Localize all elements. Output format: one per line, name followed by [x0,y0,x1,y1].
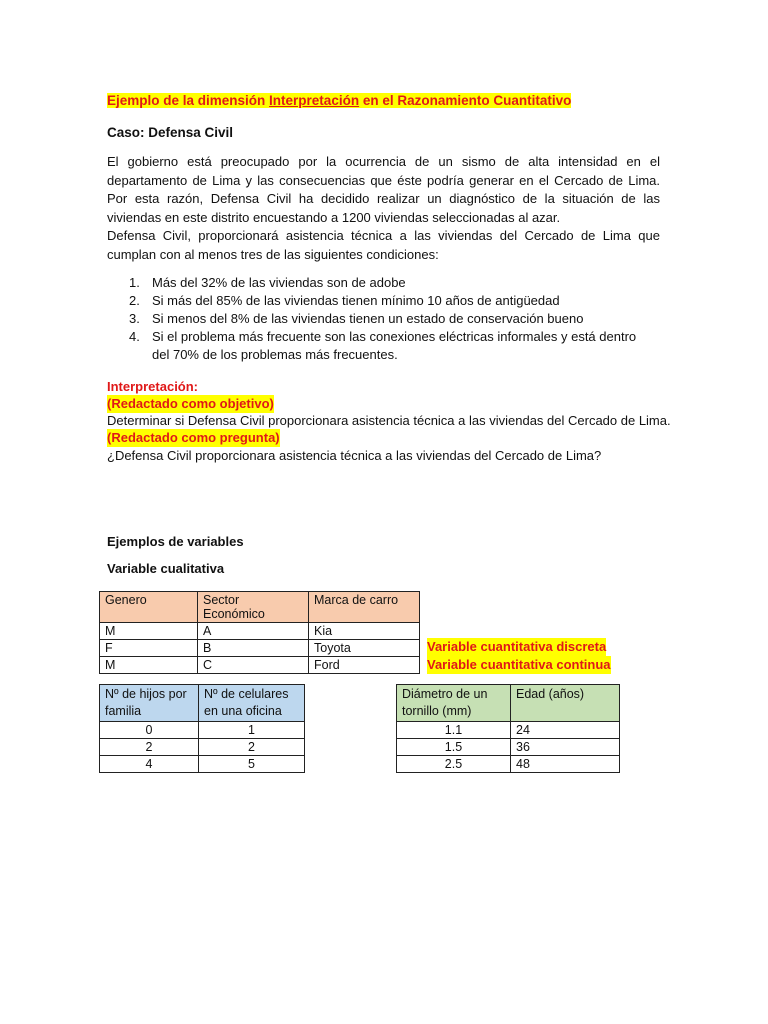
table-cell: Ford [309,657,420,674]
continuous-label: Variable cuantitativa continua [427,657,611,672]
table-row [100,623,420,640]
case-heading: Caso: Defensa Civil [107,125,234,140]
objective-text: Determinar si Defensa Civil proporcionara asistencia técnica a las viviendas del Cercado de Lima. [107,413,671,428]
continuous-table [396,684,620,773]
question-label: (Redactado como pregunta) [107,430,280,445]
list-text: Si el problema más frecuente son las conexiones eléctricas informales y está dentro del 70% de los problemas más frecuentes. [152,329,637,362]
conditions-list [107,274,667,364]
table-cell: 1 [199,722,305,739]
list-number: 1. [129,275,140,290]
list-number: 2. [129,293,140,308]
table-cell: 2 [199,739,305,756]
table-header: Nº de hijos por familia [100,685,199,722]
list-item [107,274,667,292]
list-item [107,292,667,310]
discrete-table [99,684,305,773]
paragraph-context: El gobierno está preocupado por la ocurrencia de un sismo de alta intensidad en el departamento de Lima y las consecuencias que éste podría generar en el Cercado de Lima. Por esta razón, Defensa Civil ha decidido realizar un diagnóstico de la situación de las viviendas en este distrito encuestando a 1200 viviendas seleccionadas al azar. [107,154,660,225]
document-title [107,93,571,108]
variables-heading: Ejemplos de variables [107,534,244,549]
question-text: ¿Defensa Civil proporcionara asistencia técnica a las viviendas del Cercado de Lima? [107,448,602,463]
table-header: Genero [100,592,198,623]
table-cell: M [100,657,198,674]
list-text: Si más del 85% de las viviendas tienen mínimo 10 años de antigüedad [152,293,560,308]
qualitative-table [99,591,420,674]
list-item [107,328,667,364]
interpretation-heading: Interpretación: [107,379,199,394]
table-row [100,722,305,739]
table-cell: 5 [199,756,305,773]
table-cell: M [100,623,198,640]
table-header-row [100,685,305,722]
discrete-label: Variable cuantitativa discreta [427,639,607,654]
list-number: 3. [129,311,140,326]
paragraph-conditions-intro: Defensa Civil, proporcionará asistencia técnica a las viviendas del Cercado de Lima que cumplan con al menos tres de las siguientes condiciones: [107,228,660,262]
table-cell: C [198,657,309,674]
table-cell: 1.1 [397,722,511,739]
list-text: Si menos del 8% de las viviendas tienen un estado de conservación bueno [152,311,584,326]
list-number: 4. [129,329,140,344]
table-header: Nº de celulares en una oficina [199,685,305,722]
table-header-row [397,685,620,722]
table-cell: Kia [309,623,420,640]
table-row [397,722,620,739]
table-row [397,739,620,756]
table-cell: 48 [511,756,620,773]
table-cell: A [198,623,309,640]
table-cell: 1.5 [397,739,511,756]
title-underlined: Interpretación [269,93,360,108]
table-cell: F [100,640,198,657]
table-cell: 36 [511,739,620,756]
table-cell: 2 [100,739,199,756]
table-cell: 24 [511,722,620,739]
table-cell: 0 [100,722,199,739]
table-row [100,756,305,773]
table-header-row [100,592,420,623]
list-item [107,310,667,328]
table-header: Diámetro de un tornillo (mm) [397,685,511,722]
list-text: Más del 32% de las viviendas son de adobe [152,275,406,290]
table-row [100,657,420,674]
table-cell: 2.5 [397,756,511,773]
table-header: Marca de carro [309,592,420,623]
table-row [100,739,305,756]
objective-label: (Redactado como objetivo) [107,396,274,411]
title-prefix: Ejemplo de la dimensión [107,93,270,108]
table-cell: Toyota [309,640,420,657]
table-cell: 4 [100,756,199,773]
table-cell: B [198,640,309,657]
table-header: Edad (años) [511,685,620,722]
title-suffix: en el Razonamiento Cuantitativo [359,93,572,108]
table-row [397,756,620,773]
qualitative-heading: Variable cualitativa [107,561,225,576]
table-header: Sector Económico [198,592,309,623]
table-row [100,640,420,657]
